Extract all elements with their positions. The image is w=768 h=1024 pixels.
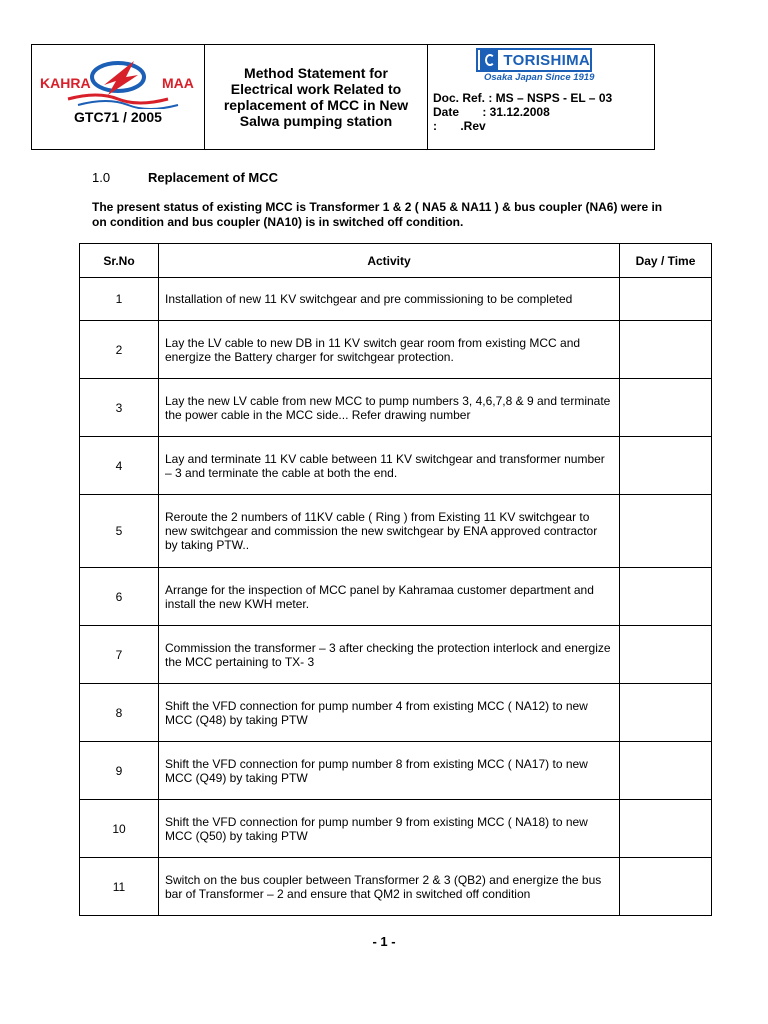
title-line-2: Electrical work Related to <box>230 81 402 97</box>
row-activity: Commission the transformer – 3 after checking the protection interlock and energize the MCC pertaining to TX- 3 <box>159 626 620 684</box>
row-activity: Shift the VFD connection for pump number 4 from existing MCC ( NA12) to new MCC (Q48) by taking PTW <box>159 684 620 742</box>
section-intro: The present status of existing MCC is Transformer 1 & 2 ( NA5 & NA11 ) & bus coupler (NA6) were in on condition and bus coupler (NA10) is in switched off condition. <box>92 200 663 229</box>
table-header-row <box>80 244 712 278</box>
row-srno: 5 <box>80 495 159 568</box>
brand-tagline: Osaka Japan Since 1919 <box>484 72 595 83</box>
reference-cell <box>428 45 654 149</box>
doc-ref: Doc. Ref. : MS – NSPS - EL – 03 <box>433 91 613 105</box>
logo-text-right: MAA <box>162 75 194 91</box>
row-day-time <box>620 278 712 321</box>
table-row <box>80 684 712 742</box>
row-day-time <box>620 800 712 858</box>
section-title: Replacement of MCC <box>148 170 279 185</box>
row-srno: 8 <box>80 684 159 742</box>
row-srno: 9 <box>80 742 159 800</box>
row-day-time <box>620 742 712 800</box>
doc-reference-block <box>433 91 612 133</box>
table-row <box>80 858 712 916</box>
table-row <box>80 742 712 800</box>
row-day-time <box>620 626 712 684</box>
logo-cell <box>32 45 205 149</box>
title-line-4: Salwa pumping station <box>239 113 393 129</box>
row-srno: 11 <box>80 858 159 916</box>
row-activity: Reroute the 2 numbers of 11KV cable ( Ring ) from Existing 11 KV switchgear to new switchgear and commission the new switchgear by ENA approved contractor by taking PTW.. <box>159 495 620 568</box>
header-activity: Activity <box>159 244 620 278</box>
brand-name: TORISHIMA <box>503 51 590 69</box>
row-activity: Shift the VFD connection for pump number 9 from existing MCC ( NA18) to new MCC (Q50) by taking PTW <box>159 800 620 858</box>
table-row <box>80 437 712 495</box>
row-srno: 6 <box>80 568 159 626</box>
row-day-time <box>620 684 712 742</box>
logo-text-left: KAHRA <box>40 75 91 91</box>
row-activity: Shift the VFD connection for pump number 8 from existing MCC ( NA17) to new MCC (Q49) by taking PTW <box>159 742 620 800</box>
document-header <box>31 44 655 150</box>
row-day-time <box>620 437 712 495</box>
table-row <box>80 495 712 568</box>
title-line-3: replacement of MCC in New <box>223 97 409 113</box>
row-activity: Arrange for the inspection of MCC panel by Kahramaa customer department and install the new KWH meter. <box>159 568 620 626</box>
table-row <box>80 379 712 437</box>
row-day-time <box>620 858 712 916</box>
torishima-mark-icon <box>480 50 498 70</box>
section-number: 1.0 <box>92 170 111 185</box>
row-activity: Lay the new LV cable from new MCC to pump numbers 3, 4,6,7,8 & 9 and terminate the power cable in the MCC side... Refer drawing number <box>159 379 620 437</box>
row-activity: Installation of new 11 KV switchgear and pre commissioning to be completed <box>159 278 620 321</box>
row-srno: 4 <box>80 437 159 495</box>
row-srno: 3 <box>80 379 159 437</box>
table-row <box>80 321 712 379</box>
document-title <box>205 45 428 149</box>
row-activity: Lay the LV cable to new DB in 11 KV switch gear room from existing MCC and energize the Battery charger for switchgear protection. <box>159 321 620 379</box>
activity-table <box>79 243 712 916</box>
table-row <box>80 626 712 684</box>
row-day-time <box>620 568 712 626</box>
row-activity: Switch on the bus coupler between Transformer 2 & 3 (QB2) and energize the bus bar of Transformer – 2 and ensure that QM2 in switched off condition <box>159 858 620 916</box>
title-line-1: Method Statement for <box>244 65 388 81</box>
doc-rev: : .Rev <box>433 119 486 133</box>
page-number: - 1 - <box>372 934 396 949</box>
row-srno: 1 <box>80 278 159 321</box>
row-srno: 10 <box>80 800 159 858</box>
row-activity: Lay and terminate 11 KV cable between 11 KV switchgear and transformer number – 3 and terminate the cable at both the end. <box>159 437 620 495</box>
row-day-time <box>620 495 712 568</box>
torishima-logo <box>476 48 592 72</box>
doc-date: Date : 31.12.2008 <box>433 105 550 119</box>
contract-number: GTC71 / 2005 <box>74 109 162 125</box>
row-day-time <box>620 321 712 379</box>
header-srno: Sr.No <box>80 244 159 278</box>
table-row <box>80 800 712 858</box>
row-srno: 7 <box>80 626 159 684</box>
row-srno: 2 <box>80 321 159 379</box>
header-day-time: Day / Time <box>620 244 712 278</box>
table-row <box>80 278 712 321</box>
table-row <box>80 568 712 626</box>
row-day-time <box>620 379 712 437</box>
